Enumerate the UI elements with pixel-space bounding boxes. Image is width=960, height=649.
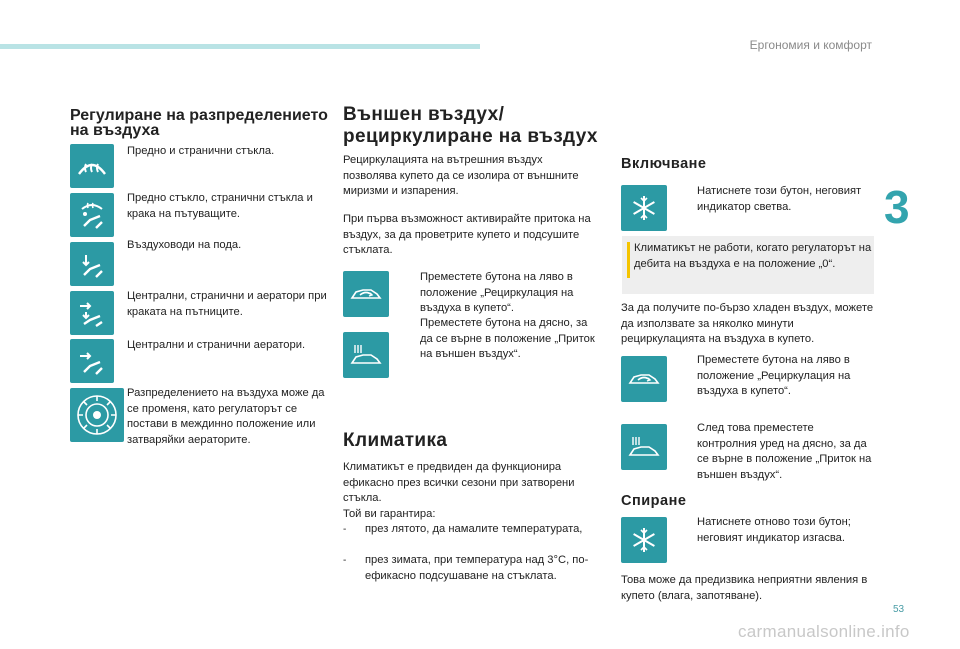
switch-on-para: За да получите по-бързо хладен въздух, можете да използвате за няколко минути рециркулацията на въздуха в купето. xyxy=(621,302,874,345)
switch-off-para: Това може да предизвика неприятни явления в купето (влага, запотяване). xyxy=(621,574,868,602)
distribution-title: Регулиране на разпределението на въздуха xyxy=(70,107,328,139)
note-box xyxy=(622,236,874,294)
bullet-text: След това преместете контролния уред на дясно, за да се върне в положение „Приток на външен въздух“. xyxy=(697,422,872,481)
switch-off-bullet xyxy=(675,515,880,546)
list-text: през лятото, да намалите температурата, xyxy=(365,523,583,535)
list-text: през зимата, при температура над 3°C, по-ефикасно подсушаване на стъклата. xyxy=(365,554,589,582)
bullet-text: Натиснете отново този бутон; неговият индикатор изгасва. xyxy=(697,516,851,544)
bullet-mark xyxy=(398,270,420,317)
distribution-item-text: Централни, странични и аератори при краката на пътниците. xyxy=(127,290,327,318)
section-title: Ергономия и комфорт xyxy=(749,38,872,52)
bullet-text: Преместете бутона на дясно, за да се върне в положение „Приток на външен въздух“. xyxy=(420,317,595,360)
distribution-item-text: Въздуховоди на пода. xyxy=(127,239,242,251)
distribution-item-text: Предно стъкло, странични стъкла и крака на пътуващите. xyxy=(127,192,313,220)
recirculation-icon xyxy=(343,271,389,317)
switch-on-title: Включване xyxy=(621,156,707,172)
vents-feet-icon xyxy=(70,291,114,335)
air-conditioning-para1: Климатикът е предвиден да функционира ефикасно през всички сезони при затворени стъкла. xyxy=(343,461,575,504)
face-vent-icon xyxy=(70,339,114,383)
windscreen-feet-icon xyxy=(70,193,114,237)
bullet-text: Преместете бутона на ляво в положение „Рециркулация на въздуха в купето“. xyxy=(697,354,851,397)
outside-air-icon xyxy=(343,332,389,378)
note-text: Климатикът не работи, когато регулаторът на дебита на въздуха е на положение „0“. xyxy=(634,242,872,270)
ac-snowflake-icon xyxy=(621,517,667,563)
air-conditioning-para2: Той ви гарантира: xyxy=(343,508,436,520)
bullet-text: Натиснете този бутон, неговият индикатор светва. xyxy=(697,185,862,213)
switch-off-title: Спиране xyxy=(621,493,687,509)
bullet-mark xyxy=(398,316,420,363)
distribution-item-text: Разпределението на въздуха може да се променя, като регулаторът се постави в междинно положение или затваряйки аераторите. xyxy=(127,387,325,446)
outside-air-title-line1: Външен въздух/ xyxy=(343,104,505,125)
bullet-mark xyxy=(675,353,697,400)
distribution-item-text: Предно и странични стъкла. xyxy=(127,145,275,157)
bullet-mark xyxy=(675,184,697,215)
outside-air-bullet2 xyxy=(398,316,598,363)
outside-air-icon xyxy=(621,424,667,470)
page-number: 53 xyxy=(893,604,905,615)
bullet-mark xyxy=(675,421,697,483)
ac-snowflake-icon xyxy=(621,185,667,231)
air-conditioning-list-item xyxy=(343,522,601,538)
bullet-mark xyxy=(675,515,697,546)
air-conditioning-list-item xyxy=(343,553,601,584)
outside-air-para2: При първа възможност активирайте притока на въздух, за да проветрите купето и подсушите стъклата. xyxy=(343,213,591,256)
feet-vent-icon xyxy=(70,242,114,286)
note-accent-bar xyxy=(627,242,630,278)
outside-air-para1: Рециркулацията на вътрешния въздух позволява купето да се изолира от външните миризми и изпарения. xyxy=(343,154,579,197)
distribution-item-text: Централни и странични аератори. xyxy=(127,339,306,351)
outside-air-bullet1 xyxy=(398,270,598,317)
air-conditioning-title: Климатика xyxy=(343,430,448,451)
distribution-dial-icon xyxy=(70,388,124,442)
recirculation-icon xyxy=(621,356,667,402)
watermark: carmanualsonline.info xyxy=(738,622,910,641)
windscreen-demist-icon xyxy=(70,144,114,188)
dash-mark: - xyxy=(343,524,347,535)
switch-on-bullet xyxy=(675,184,875,215)
switch-on-bullet3 xyxy=(675,421,875,483)
switch-on-bullet2 xyxy=(675,353,875,400)
header-accent-bar xyxy=(0,44,480,49)
chapter-number: 3 xyxy=(884,181,910,233)
outside-air-title-line2: рециркулиране на въздух xyxy=(343,126,598,147)
bullet-text: Преместете бутона на ляво в положение „Рециркулация на въздуха в купето“. xyxy=(420,271,574,314)
dash-mark: - xyxy=(343,555,347,566)
outside-air-title xyxy=(343,104,613,148)
